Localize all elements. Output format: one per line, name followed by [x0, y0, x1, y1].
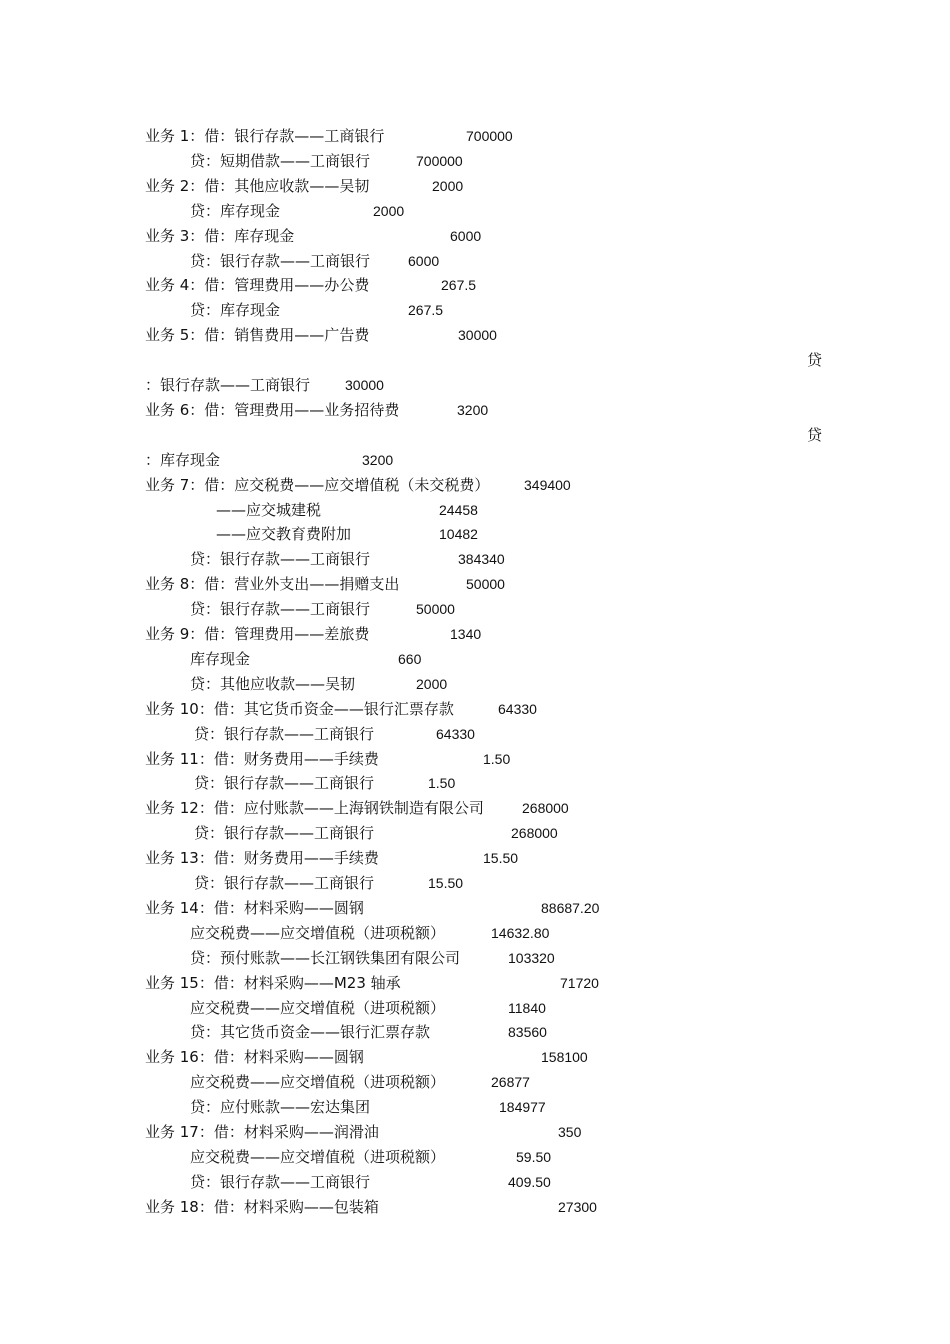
journal-line: [0, 273, 950, 298]
entry-label: 业务 17：借：材料采购——润滑油: [145, 1123, 379, 1141]
entry-amount: 2000: [432, 177, 464, 194]
entry-amount: 158100: [541, 1049, 588, 1066]
journal-line: [0, 298, 950, 323]
journal-line: [0, 971, 950, 996]
journal-line: [0, 572, 950, 597]
journal-line: [0, 473, 950, 498]
entry-label: 业务 4：借：管理费用——办公费: [145, 276, 370, 295]
entry-amount: 88687.20: [541, 899, 600, 916]
entry-label: 贷：应付账款——宏达集团: [190, 1098, 371, 1117]
journal-line: [0, 647, 950, 672]
entry-amount: 267.5: [408, 302, 444, 319]
entry-amount: 26877: [491, 1074, 530, 1091]
journal-line: [0, 821, 950, 846]
entry-amount: 3200: [362, 451, 394, 468]
journal-line: [0, 249, 950, 274]
entry-label: ——应交城建税: [216, 500, 322, 519]
entry-label: 业务 9：借：管理费用——差旅费: [145, 625, 370, 643]
entry-label: 应交税费——应交增值税（进项税额）: [190, 998, 446, 1017]
journal-line: [0, 498, 950, 523]
journal-line: [0, 747, 950, 772]
journal-line: [0, 199, 950, 224]
journal-line: [0, 871, 950, 896]
entry-amount: 59.50: [516, 1148, 552, 1165]
entry-amount: 1.50: [483, 750, 511, 767]
entry-label: 业务 12：借：应付账款——上海钢铁制造有限公司: [145, 799, 484, 818]
entry-label: 业务 6：借：管理费用——业务招待费: [145, 400, 400, 419]
entry-amount: 2000: [373, 202, 405, 219]
entry-amount: 384340: [458, 551, 505, 568]
entry-label: 贷：银行存款——工商银行: [190, 1172, 371, 1191]
entry-label: 贷：库存现金: [190, 301, 281, 320]
entry-label: 贷：银行存款——工商银行: [190, 550, 371, 569]
entry-amount: 10482: [439, 526, 478, 543]
journal-line: [0, 946, 950, 971]
entry-amount: 409.50: [508, 1173, 551, 1190]
journal-line: [0, 771, 950, 796]
entry-amount: 6000: [450, 227, 482, 244]
entry-label: 贷：其他应收款——吴韧: [190, 674, 356, 693]
entry-label: 业务 13：借：财务费用——手续费: [145, 849, 379, 868]
journal-line: [0, 1095, 950, 1120]
entry-label: 贷：银行存款——工商银行: [190, 600, 371, 619]
journal-line: [0, 672, 950, 697]
entry-label: ：银行存款——工商银行: [145, 376, 311, 394]
journal-line: [0, 1170, 950, 1195]
entry-amount: 660: [398, 650, 422, 667]
entry-amount: 184977: [499, 1099, 546, 1116]
entry-label: 业务 7：借：应交税费——应交增值税（未交税费）: [145, 475, 490, 494]
entry-amount: 24458: [439, 501, 478, 518]
entry-label: 应交税费——应交增值税（进项税额）: [190, 1073, 446, 1092]
entry-amount: 350: [558, 1124, 582, 1140]
journal-line: [0, 622, 950, 647]
journal-line: [0, 448, 950, 473]
entry-amount: 14632.80: [491, 924, 550, 941]
entry-label: 贷：银行存款——工商银行: [194, 824, 375, 843]
entry-label: 业务 1：借：银行存款——工商银行: [145, 127, 385, 145]
entry-label: 业务 14：借：材料采购——圆钢: [145, 898, 364, 917]
entry-amount: 1340: [450, 626, 482, 642]
journal-line: [0, 996, 950, 1021]
entry-amount: 700000: [466, 128, 513, 144]
journal-line: [0, 323, 950, 348]
journal-line: [0, 1020, 950, 1045]
entry-label: 业务 8：借：营业外支出——捐赠支出: [145, 575, 400, 594]
journal-line: [0, 398, 950, 423]
journal-line: [0, 597, 950, 622]
journal-line: [0, 1045, 950, 1070]
entry-label: 业务 5：借：销售费用——广告费: [145, 326, 370, 345]
entry-label: 库存现金: [190, 649, 251, 668]
entry-amount: 27300: [558, 1198, 597, 1215]
entry-amount: 3200: [457, 401, 489, 418]
entry-label: 业务 10：借：其它货币资金——银行汇票存款: [145, 699, 454, 718]
entry-amount: 103320: [508, 949, 555, 966]
entry-amount: 15.50: [483, 850, 519, 867]
entry-amount: 15.50: [428, 875, 464, 891]
entry-amount: 700000: [416, 152, 463, 169]
journal-line: [0, 1145, 950, 1170]
journal-line: [0, 522, 950, 547]
entry-label: 业务 2：借：其他应收款——吴韧: [145, 176, 370, 195]
journal-line: [0, 224, 950, 249]
journal-line: [0, 1070, 950, 1095]
journal-line: [0, 1195, 950, 1220]
entry-label: 贷：其它货币资金——银行汇票存款: [190, 1023, 431, 1042]
journal-line: [0, 896, 950, 921]
entry-label: ：库存现金: [145, 450, 221, 469]
journal-line: [0, 348, 950, 373]
entry-amount: 268000: [522, 800, 569, 817]
entry-label: 贷：银行存款——工商银行: [194, 774, 375, 793]
entry-label: 业务 3：借：库存现金: [145, 226, 295, 245]
entry-amount: 83560: [508, 1024, 547, 1041]
entry-amount: 64330: [436, 725, 475, 742]
entry-label: 业务 11：借：财务费用——手续费: [145, 749, 379, 768]
journal-line: [0, 174, 950, 199]
entry-amount: 71720: [560, 974, 599, 991]
entry-amount: 64330: [498, 700, 537, 717]
entry-amount: 11840: [508, 999, 546, 1016]
entry-amount: 1.50: [428, 775, 456, 792]
entry-label: ——应交教育费附加: [216, 525, 352, 544]
journal-line: [0, 921, 950, 946]
entry-label: 贷: [807, 351, 823, 370]
entry-label: 应交税费——应交增值税（进项税额）: [190, 923, 446, 942]
entry-label: 贷：库存现金: [190, 201, 281, 220]
journal-line: [0, 547, 950, 572]
entry-label: 贷：银行存款——工商银行: [190, 251, 371, 270]
journal-line: [0, 796, 950, 821]
entry-label: 贷：银行存款——工商银行: [194, 874, 375, 892]
journal-line: [0, 697, 950, 722]
entry-amount: 30000: [458, 327, 497, 344]
entry-amount: 268000: [511, 825, 558, 842]
entry-label: 贷：短期借款——工商银行: [190, 151, 371, 170]
entry-label: 贷：银行存款——工商银行: [194, 724, 375, 743]
journal-line: [0, 149, 950, 174]
entry-label: 贷：预付账款——长江钢铁集团有限公司: [190, 948, 461, 967]
entry-amount: 349400: [524, 476, 571, 493]
entry-amount: 2000: [416, 675, 448, 692]
entry-amount: 6000: [408, 252, 440, 269]
entry-amount: 50000: [416, 601, 455, 618]
entry-label: 贷: [807, 425, 823, 444]
journal-line: [0, 423, 950, 448]
entry-amount: 30000: [345, 377, 384, 393]
journal-line: [0, 722, 950, 747]
entry-amount: 50000: [466, 576, 505, 593]
entry-label: 应交税费——应交增值税（进项税额）: [190, 1147, 446, 1166]
entry-label: 业务 15：借：材料采购——M23 轴承: [145, 973, 401, 992]
entry-label: 业务 18：借：材料采购——包装箱: [145, 1197, 379, 1216]
journal-line: [0, 1120, 950, 1145]
entry-amount: 267.5: [441, 277, 477, 294]
journal-line: [0, 846, 950, 871]
journal-line: [0, 124, 950, 149]
entry-label: 业务 16：借：材料采购——圆钢: [145, 1048, 364, 1067]
journal-line: [0, 373, 950, 398]
